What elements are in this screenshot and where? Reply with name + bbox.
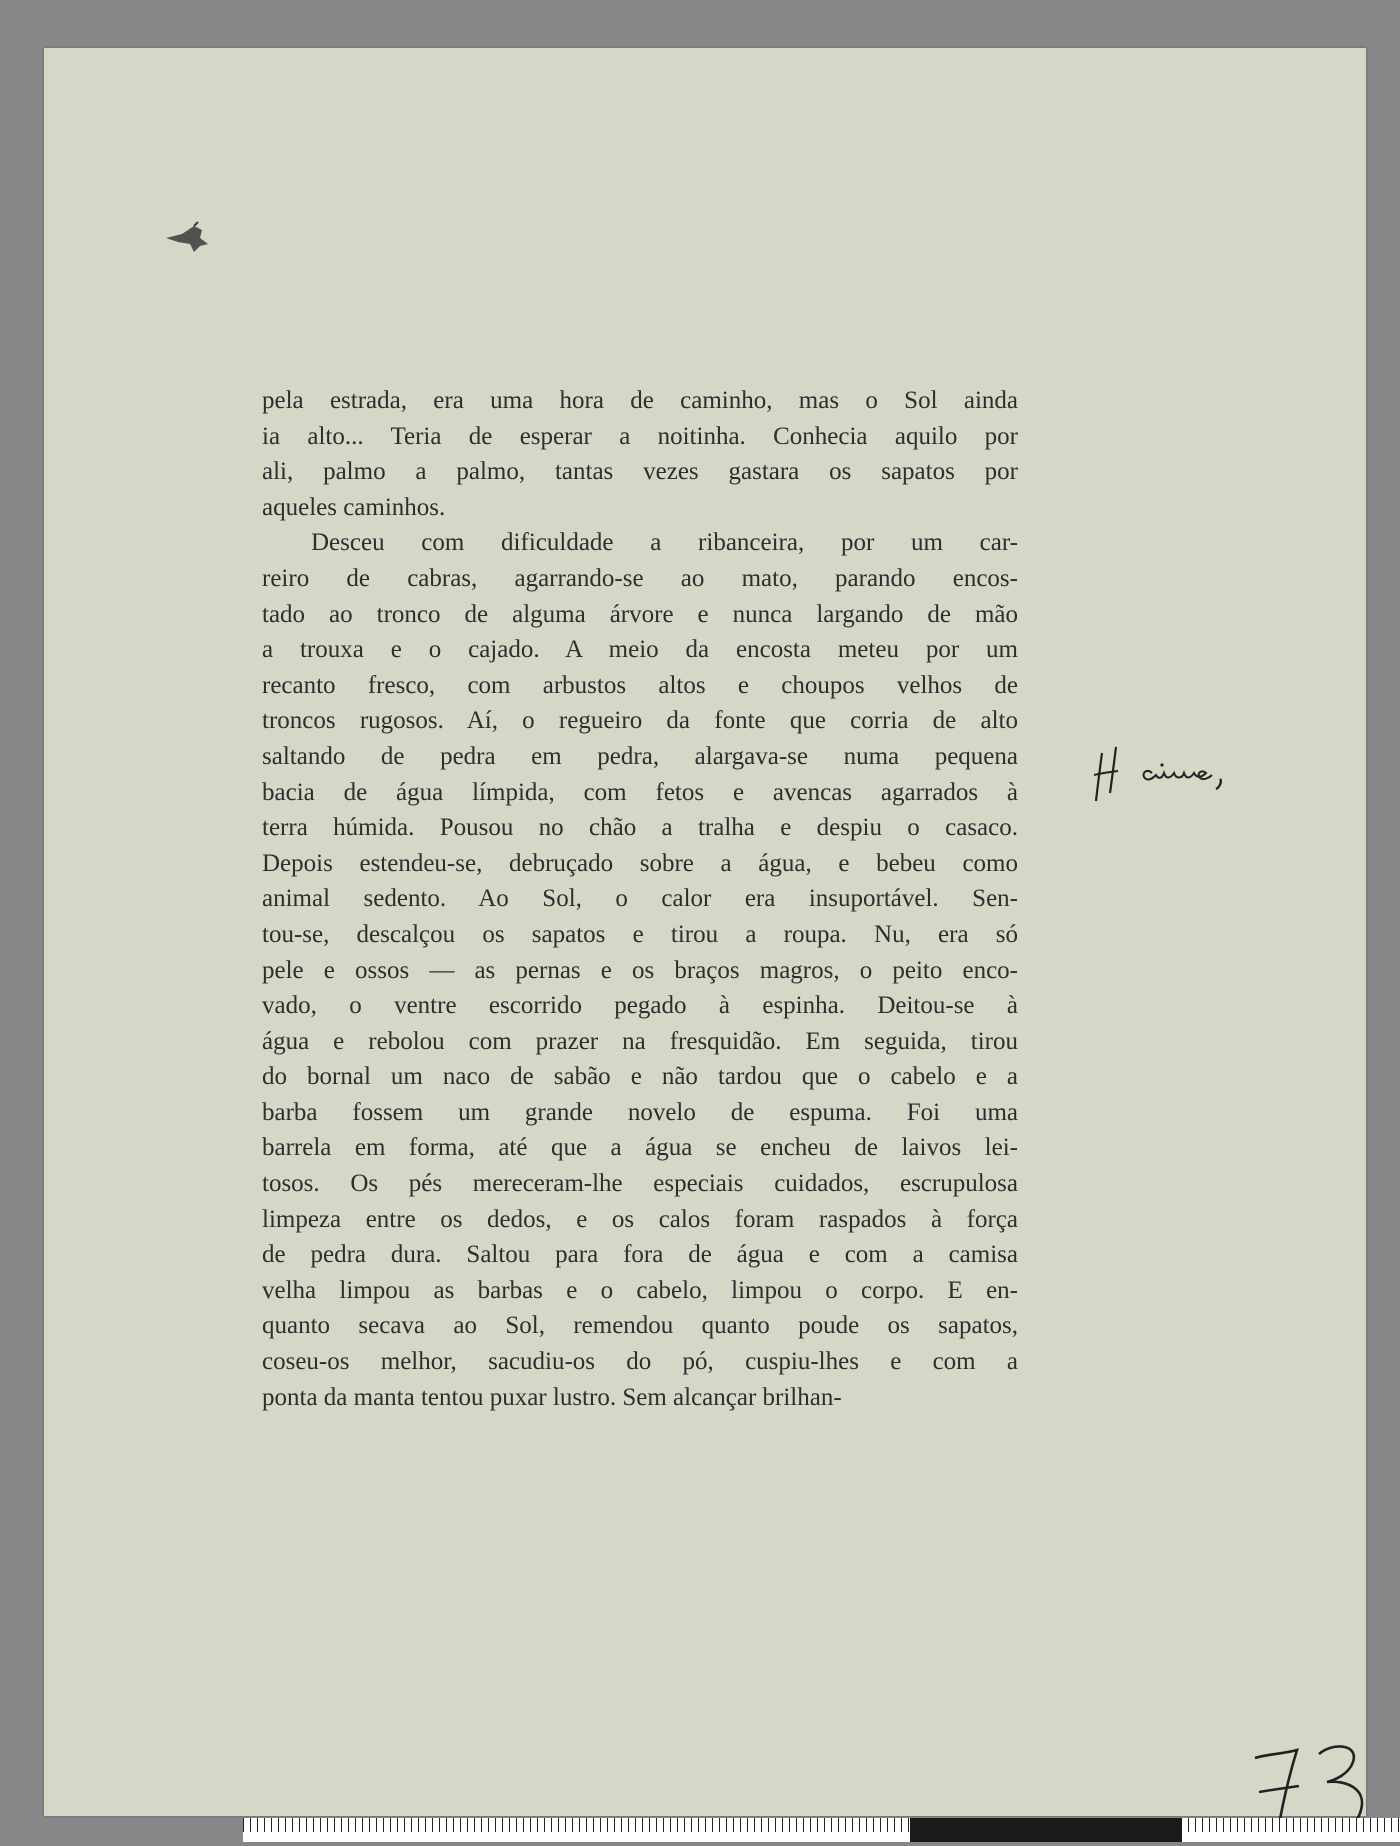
text-line: ia alto... Teria de esperar a noitinha. Conhecia aquilo por [262, 422, 1018, 450]
text-body [262, 383, 1018, 1415]
scale-ruler [243, 1818, 1400, 1842]
text-line: a trouxa e o cajado. A meio da encosta meteu por um [262, 636, 1018, 664]
text-line: coseu-os melhor, sacudiu-os do pó, cuspiu-lhes e com a [262, 1348, 1018, 1376]
text-line: limpeza entre os dedos, e os calos foram raspados à força [262, 1205, 1018, 1233]
document-page [44, 48, 1366, 1816]
text-line: recanto fresco, com arbustos altos e choupos velhos de [262, 671, 1018, 699]
text-line: troncos rugosos. Aí, o regueiro da fonte que corria de alto [262, 707, 1018, 735]
text-line: pela estrada, era uma hora de caminho, mas o Sol ainda [262, 387, 1018, 414]
text-line: quanto secava ao Sol, remendou quanto poude os sapatos, [262, 1312, 1018, 1340]
handwritten-margin-note [1090, 743, 1270, 803]
text-line: terra húmida. Pousou no chão a tralha e despiu o casaco. [262, 814, 1018, 842]
text-line: pele e ossos — as pernas e os braços magros, o peito enco- [262, 956, 1018, 984]
text-line: vado, o ventre escorrido pegado à espinha. Deitou-se à [262, 992, 1018, 1020]
text-line: Desceu com dificuldade a ribanceira, por um car- [311, 529, 1018, 557]
text-line: do bornal um naco de sabão e não tardou que o cabelo e a [262, 1063, 1018, 1091]
text-line: ponta da manta tentou puxar lustro. Sem alcançar brilhan- [262, 1383, 842, 1411]
text-line: de pedra dura. Saltou para fora de água e com a camisa [262, 1241, 1018, 1269]
text-line: tou-se, descalçou os sapatos e tirou a roupa. Nu, era só [262, 920, 1018, 948]
text-line: tado ao tronco de alguma árvore e nunca largando de mão [262, 600, 1018, 628]
text-line: água e rebolou com prazer na fresquidão. Em seguida, tirou [262, 1027, 1018, 1055]
text-line: bacia de água límpida, com fetos e avencas agarrados à [262, 778, 1018, 806]
pin-hole-icon [164, 218, 224, 258]
text-line: barba fossem um grande novelo de espuma. Foi uma [262, 1098, 1018, 1126]
text-line: velha limpou as barbas e o cabelo, limpou o corpo. E en- [262, 1276, 1018, 1304]
text-line: aqueles caminhos. [262, 493, 446, 521]
text-line: Depois estendeu-se, debruçado sobre a água, e bebeu como [262, 849, 1018, 877]
text-line: saltando de pedra em pedra, alargava-se numa pequena [262, 742, 1018, 770]
text-line: tosos. Os pés mereceram-lhe especiais cuidados, escrupulosa [262, 1170, 1018, 1198]
text-line: barrela em forma, até que a água se encheu de laivos lei- [262, 1134, 1018, 1162]
text-line: animal sedento. Ao Sol, o calor era insuportável. Sen- [262, 885, 1018, 913]
text-line: reiro de cabras, agarrando-se ao mato, parando encos- [262, 564, 1018, 592]
text-line: ali, palmo a palmo, tantas vezes gastara os sapatos por [262, 458, 1018, 486]
